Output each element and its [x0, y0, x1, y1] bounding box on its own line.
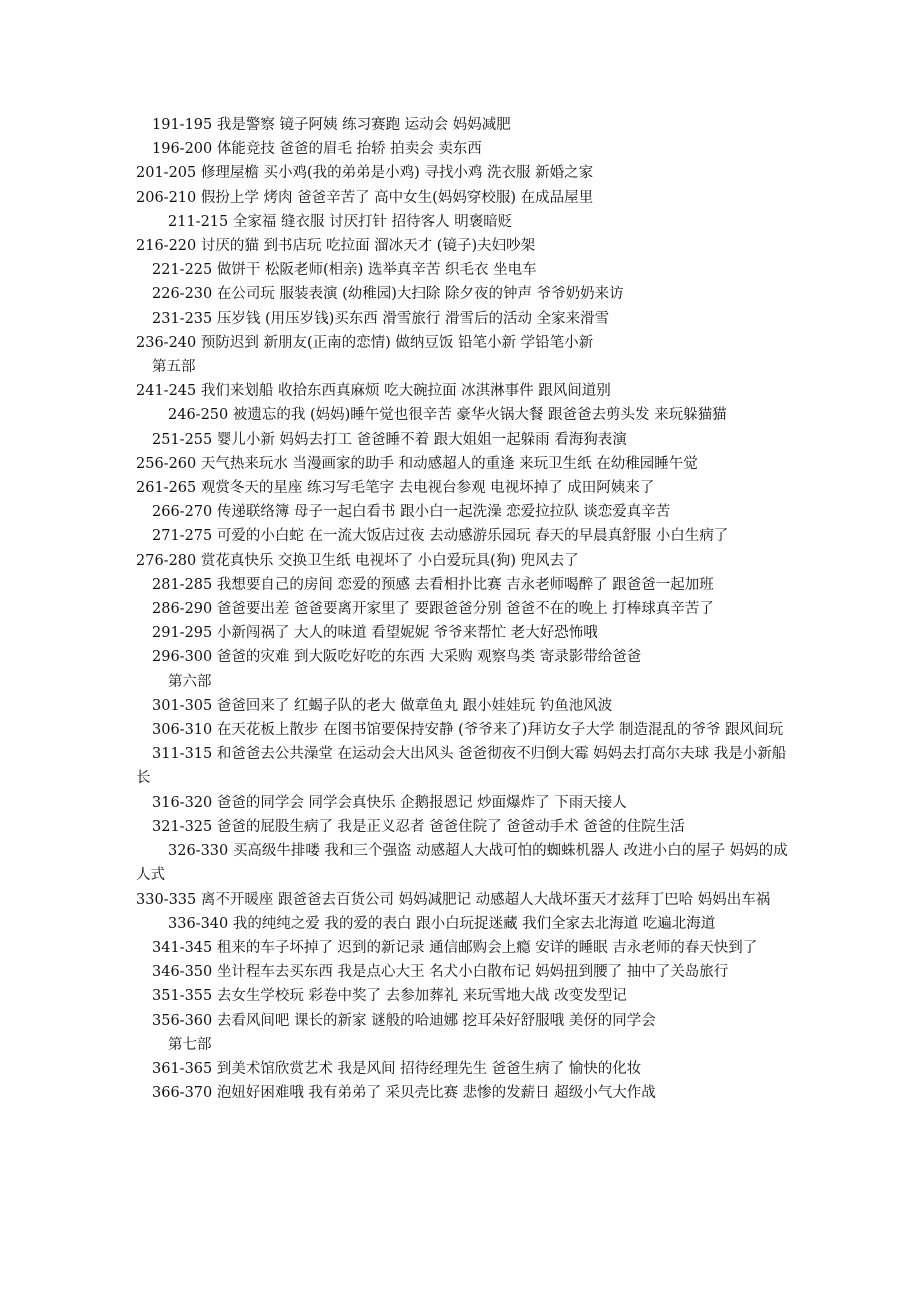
section-heading: 第六部 [168, 673, 212, 690]
episode-line: 246-250 被遗忘的我 (妈妈)睡午觉也很辛苦 豪华火锅大餐 跟爸爸去剪头发 来玩躲猫猫 [168, 407, 727, 424]
episode-line: 311-315 和爸爸去公共澡堂 在运动会大出风头 爸爸彻夜不归倒大霉 妈妈去打高尔夫球 我是小新船 长 [136, 746, 787, 787]
episode-line: 326-330 买高级牛排喽 我和三个强盗 动感超人大战可怕的蜘蛛机器人 改进小白的屋子 妈妈的成人式 [136, 843, 788, 884]
episode-line: 266-270 传递联络簿 母子一起白看书 跟小白一起洗澡 恋爱拉拉队 谈恋爱真辛苦 [152, 504, 671, 521]
episode-line: 216-220 讨厌的猫 到书店玩 吃拉面 溜冰天才 (镜子)夫妇吵架 [136, 238, 536, 255]
episode-line: 261-265 观赏冬天的星座 练习写毛笔字 去电视台参观 电视坏掉了 成田阿姨来了 [136, 480, 655, 497]
episode-line: 241-245 我们来划船 收拾东西真麻烦 吃大碗拉面 冰淇淋事件 跟风间道别 [136, 383, 611, 400]
episode-line: 231-235 压岁钱 (用压岁钱)买东西 滑雪旅行 滑雪后的活动 全家来滑雪 [152, 310, 610, 327]
episode-line: 196-200 体能竞技 爸爸的眉毛 抬轿 拍卖会 卖东西 [152, 141, 482, 158]
episode-line: 251-255 婴儿小新 妈妈去打工 爸爸睡不着 跟大姐姐一起躲雨 看海狗表演 [152, 431, 627, 448]
episode-line: 191-195 我是警察 镜子阿姨 练习赛跑 运动会 妈妈减肥 [152, 117, 511, 133]
episode-line: 356-360 去看风间吧 课长的新家 谜般的哈迪娜 挖耳朵好舒服哦 美伢的同学会 [152, 1012, 656, 1029]
episode-line: 276-280 赏花真快乐 交换卫生纸 电视坏了 小白爱玩具(狗) 兜风去了 [136, 552, 579, 569]
episode-line: 346-350 坐计程车去买东西 我是点心大王 名犬小白散布记 妈妈扭到腰了 抽中了关岛旅行 [152, 964, 729, 981]
episode-line: 361-365 到美术馆欣赏艺术 我是风间 招待经理先生 爸爸生病了 愉快的化妆 [152, 1060, 642, 1077]
episode-line: 286-290 爸爸要出差 爸爸要离开家里了 要跟爸爸分别 爸爸不在的晚上 打棒球真辛苦了 [152, 601, 714, 618]
episode-line: 330-335 离不开暖座 跟爸爸去百货公司 妈妈减肥记 动感超人大战坏蛋天才兹拜丁巴哈 妈妈出车祸 [136, 891, 771, 908]
episode-line: 206-210 假扮上学 烤肉 爸爸辛苦了 高中女生(妈妈穿校服) 在成品屋里 [136, 189, 594, 206]
episode-line: 256-260 天气热来玩水 当漫画家的助手 和动感超人的重逢 来玩卫生纸 在幼稚园睡午觉 [136, 455, 698, 472]
episode-line: 291-295 小新闯祸了 大人的味道 看望妮妮 爷爷来帮忙 老大好恐怖哦 [152, 625, 598, 642]
episode-line: 201-205 修理屋檐 买小鸡(我的弟弟是小鸡) 寻找小鸡 洗衣服 新婚之家 [136, 165, 594, 182]
episode-line: 306-310 在天花板上散步 在图书馆要保持安静 (爷爷来了)拜访女子大学 制造混乱的爷爷 跟风间玩 [152, 722, 784, 739]
episode-line: 296-300 爸爸的灾难 到大阪吃好吃的东西 大采购 观察鸟类 寄录影带给爸爸 [152, 649, 642, 666]
episode-line: 341-345 租来的车子坏掉了 迟到的新记录 通信邮购会上瘾 安详的睡眠 吉永老师的春天快到了 [152, 939, 758, 956]
episode-line: 336-340 我的纯纯之爱 我的爱的表白 跟小白玩捉迷藏 我们全家去北海道 吃遍北海道 [168, 915, 716, 932]
episode-line: 351-355 去女生学校玩 彩卷中奖了 去参加葬礼 来玩雪地大战 改变发型记 [152, 988, 627, 1005]
episode-line: 321-325 爸爸的屁股生病了 我是正义忍者 爸爸住院了 爸爸动手术 爸爸的住院生活 [152, 818, 685, 835]
episode-line: 281-285 我想要自己的房间 恋爱的预感 去看相扑比赛 吉永老师喝醉了 跟爸爸一起加班 [152, 576, 714, 593]
episode-line: 226-230 在公司玩 服装表演 (幼稚园)大扫除 除夕夜的钟声 爷爷奶奶来访 [152, 286, 624, 303]
episode-line: 271-275 可爱的小白蛇 在一流大饭店过夜 去动感游乐园玩 春天的早晨真舒服 小白生病了 [152, 528, 729, 545]
episode-line: 316-320 爸爸的同学会 同学会真快乐 企鹅报恩记 炒面爆炸了 下雨天接人 [152, 794, 627, 811]
episode-line: 236-240 预防迟到 新朋友(正南的恋情) 做纳豆饭 铅笔小新 学铅笔小新 [136, 334, 594, 351]
episode-line: 221-225 做饼干 松阪老师(相亲) 选举真辛苦 织毛衣 坐电车 [152, 262, 537, 279]
episode-list [136, 113, 798, 1105]
episode-line: 211-215 全家福 缝衣服 讨厌打针 招待客人 明褒暗贬 [168, 213, 513, 230]
section-heading: 第五部 [152, 359, 196, 376]
episode-line: 301-305 爸爸回来了 红蝎子队的老大 做章鱼丸 跟小娃娃玩 钓鱼池风波 [152, 697, 613, 714]
section-heading: 第七部 [168, 1036, 212, 1053]
episode-line: 366-370 泡妞好困难哦 我有弟弟了 采贝壳比赛 悲惨的发薪日 超级小气大作战 [152, 1085, 656, 1102]
